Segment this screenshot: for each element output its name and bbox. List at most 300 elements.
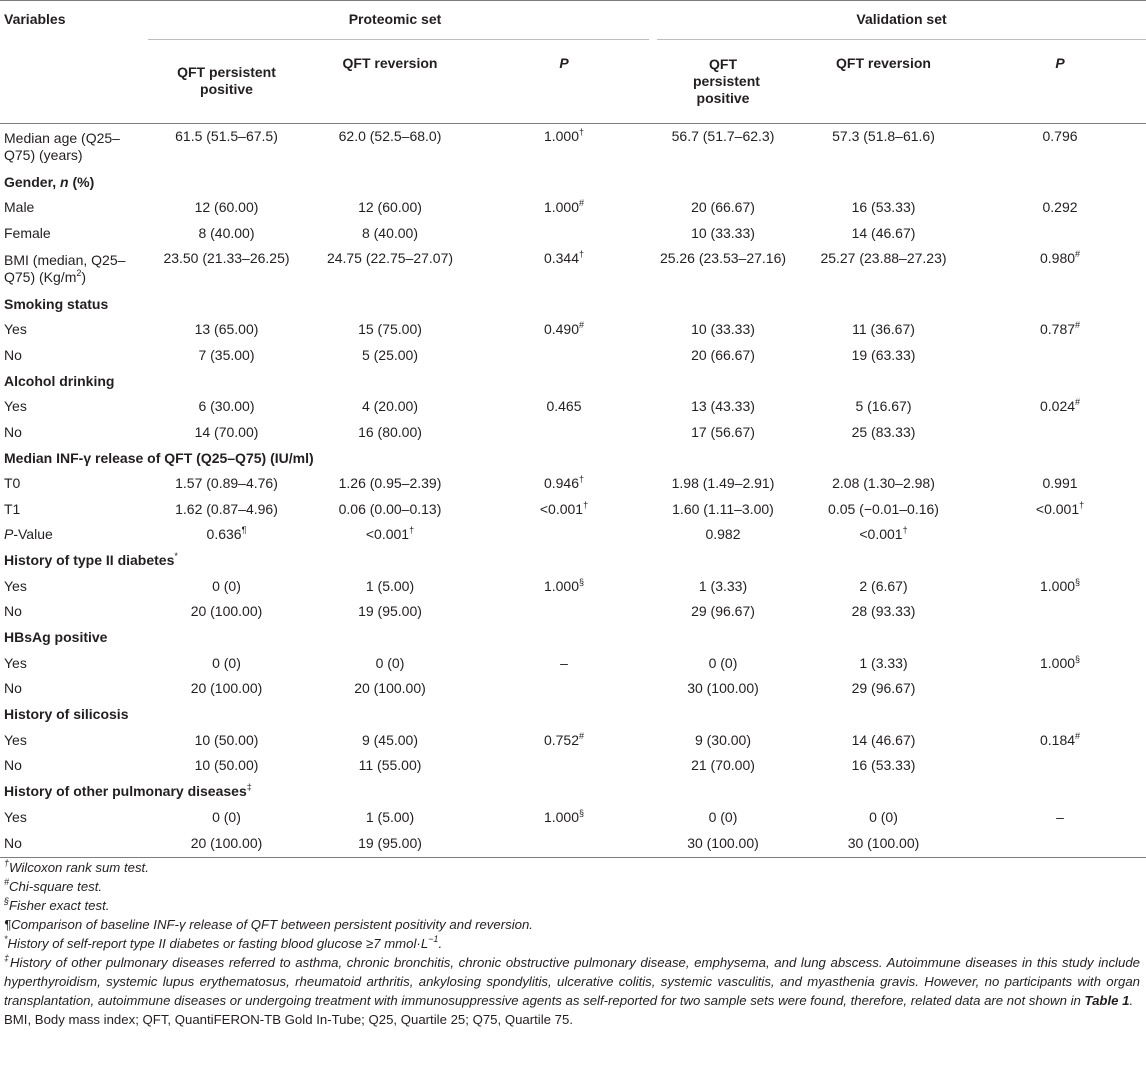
cell-value: 7 (35.00) (198, 346, 255, 363)
cell-validation-p (974, 522, 1146, 548)
cell-value: 20 (100.00) (354, 680, 426, 697)
cell-validation-persistent (653, 830, 793, 858)
cell-proteomic-p (475, 394, 653, 420)
row-label (0, 195, 148, 221)
row-label-text: Yes (4, 654, 27, 671)
cell-validation-reversion (793, 124, 974, 170)
cell-validation-reversion (793, 728, 974, 754)
cell-value: 25.27 (23.88–27.23) (820, 250, 947, 266)
cell-proteomic-reversion (305, 599, 475, 625)
cell-validation-persistent (653, 221, 793, 247)
table-row (0, 651, 1146, 677)
cell-value: 1 (5.00) (365, 808, 415, 825)
cell-value: 0.184 (1039, 731, 1076, 748)
cell-proteomic-reversion (305, 221, 475, 247)
section-heading (0, 702, 1146, 728)
table-row (0, 830, 1146, 858)
cell-validation-persistent (653, 195, 793, 221)
row-label (0, 420, 148, 446)
footnote-hash-text: Chi-square test. (9, 879, 103, 894)
row-label (0, 394, 148, 420)
table-row (0, 522, 1146, 548)
cell-value: 5 (25.00) (361, 346, 419, 363)
footnote-hash (4, 877, 1140, 896)
row-label-text: BMI (median, Q25–Q75) (Kg/m (4, 251, 126, 285)
footnote-abbreviations: BMI, Body mass index; QFT, QuantiFERON-TB Gold In-Tube; Q25, Quartile 25; Q75, Quartile 75. (4, 1012, 573, 1027)
cell-value: 25.26 (23.53–27.16) (659, 250, 787, 266)
row-label-text: Yes (4, 577, 27, 594)
cell-validation-p (974, 471, 1146, 497)
section-heading (0, 368, 1146, 394)
row-label-text: No (4, 423, 22, 440)
cell-validation-persistent (653, 497, 793, 523)
star-superscript: −1 (428, 934, 439, 944)
cell-validation-p (974, 394, 1146, 420)
cell-validation-p (974, 497, 1146, 523)
row-label (0, 651, 148, 677)
cell-value: 0.787 (1039, 321, 1076, 338)
header-row-groups (0, 1, 1146, 40)
cell-value: 28 (93.33) (851, 603, 916, 620)
section-footnote-mark: * (174, 551, 178, 561)
cell-value: 14 (46.67) (851, 731, 916, 748)
cell-validation-reversion (793, 676, 974, 702)
section-footnote-mark: ‡ (246, 782, 252, 792)
footnote-star-end: . (438, 936, 443, 951)
cell-proteomic-reversion (305, 317, 475, 343)
row-label (0, 124, 148, 170)
cell-value: 12 (60.00) (358, 199, 422, 216)
cell-value: 0 (0) (708, 808, 738, 825)
cell-value: 1.000 (543, 128, 580, 144)
cell-value: 0.752 (543, 731, 580, 748)
cell-validation-p (974, 246, 1146, 291)
col-proteomic-reversion: QFT reversion (305, 39, 475, 124)
group-proteomic-cell (148, 1, 653, 40)
cell-value: 1.26 (0.95–2.39) (338, 475, 442, 492)
col-proteomic-p: P (475, 39, 653, 124)
cell-value: 16 (53.33) (851, 199, 916, 216)
cell-footnote-mark: † (579, 127, 585, 137)
col-validation-p: P (974, 39, 1146, 124)
col-proteomic-persistent: QFT persistent positive (148, 39, 305, 124)
row-label-text: T1 (4, 500, 21, 517)
cell-value: 0 (0) (708, 654, 738, 671)
cell-footnote-mark: # (1075, 320, 1081, 331)
cell-validation-reversion (793, 246, 974, 291)
cell-value: <0.001 (539, 500, 584, 517)
cell-value: 2 (6.67) (859, 577, 908, 594)
cell-value: 10 (50.00) (194, 757, 259, 774)
cell-proteomic-persistent (148, 221, 305, 247)
cell-proteomic-p (475, 471, 653, 497)
cell-validation-p (974, 805, 1146, 831)
cell-value: 0.982 (705, 526, 741, 543)
row-label-text: No (4, 603, 22, 620)
cell-value: 9 (30.00) (694, 731, 752, 748)
cell-proteomic-reversion (305, 195, 475, 221)
cell-value: 29 (96.67) (851, 680, 916, 697)
cell-value: 17 (56.67) (691, 423, 755, 440)
table-row (0, 805, 1146, 831)
cell-validation-reversion (793, 497, 974, 523)
cell-proteomic-reversion (305, 830, 475, 858)
cell-proteomic-persistent (148, 124, 305, 170)
table-row (0, 124, 1146, 170)
cell-value: 13 (65.00) (194, 321, 259, 338)
cell-proteomic-p (475, 420, 653, 446)
cell-value: 23.50 (21.33–26.25) (163, 250, 290, 266)
cell-proteomic-p (475, 195, 653, 221)
cell-value: 10 (50.00) (194, 731, 259, 748)
row-label-superscript: 2 (76, 267, 82, 278)
cell-validation-p (974, 195, 1146, 221)
section-heading-text: History of type II diabetes (4, 552, 175, 568)
cell-validation-reversion (793, 195, 974, 221)
cell-footnote-mark: § (579, 576, 585, 587)
cell-value: 20 (100.00) (190, 603, 263, 620)
cell-validation-p (974, 753, 1146, 779)
row-label (0, 246, 148, 291)
cell-value: 16 (80.00) (358, 423, 422, 440)
cell-proteomic-reversion (305, 124, 475, 170)
cell-proteomic-persistent (148, 676, 305, 702)
cell-proteomic-persistent (148, 394, 305, 420)
table-row (0, 497, 1146, 523)
cell-proteomic-persistent (148, 420, 305, 446)
cell-proteomic-persistent (148, 753, 305, 779)
row-label-text: -Value (13, 526, 53, 543)
group-validation-header: Validation set (657, 1, 1146, 40)
cell-value: 0.490 (543, 321, 580, 338)
row-label (0, 497, 148, 523)
cell-footnote-mark: # (579, 730, 585, 741)
cell-proteomic-reversion (305, 728, 475, 754)
row-label-text: No (4, 835, 22, 851)
cell-validation-reversion (793, 420, 974, 446)
footnote-star (4, 934, 1140, 953)
group-proteomic-header: Proteomic set (148, 1, 649, 40)
footnote-double-dagger (4, 953, 1140, 1010)
cell-proteomic-p (475, 599, 653, 625)
cell-value: 30 (100.00) (687, 680, 759, 697)
cell-value: 1.000 (543, 808, 580, 825)
section-heading (0, 779, 1146, 805)
cell-value: 57.3 (51.8–61.6) (832, 128, 935, 144)
cell-value: 0.05 (−0.01–0.16) (828, 500, 939, 517)
cell-footnote-mark: # (1075, 397, 1081, 408)
para-symbol: ¶ (4, 917, 12, 932)
footnote-ddag-end: . (1129, 993, 1134, 1008)
table-row (0, 394, 1146, 420)
cell-proteomic-p (475, 574, 653, 600)
section-symbol: § (4, 896, 10, 906)
row-label (0, 676, 148, 702)
section-heading (0, 169, 1146, 195)
cell-proteomic-persistent (148, 599, 305, 625)
cell-proteomic-p (475, 246, 653, 291)
cell-proteomic-reversion (305, 420, 475, 446)
cell-proteomic-p (475, 728, 653, 754)
row-label (0, 805, 148, 831)
cell-value: <0.001 (365, 526, 410, 543)
cell-validation-reversion (793, 753, 974, 779)
row-label (0, 471, 148, 497)
cell-value: 62.0 (52.5–68.0) (338, 128, 442, 144)
cell-validation-persistent (653, 124, 793, 170)
table-row (0, 221, 1146, 247)
cell-footnote-mark: # (579, 198, 585, 209)
cell-value: 1 (5.00) (365, 577, 415, 594)
cell-validation-p (974, 830, 1146, 858)
cell-value: <0.001 (859, 526, 903, 543)
section-heading-text: Median INF-γ release of QFT (Q25–Q75) (IU/ml) (4, 449, 314, 466)
cell-value: 0.946 (543, 475, 580, 492)
cell-value: 0.991 (1042, 475, 1078, 492)
cell-value: 0.796 (1042, 128, 1078, 144)
table-row (0, 676, 1146, 702)
table-row (0, 343, 1146, 369)
cell-proteomic-p (475, 343, 653, 369)
cell-value: 1.000 (543, 199, 580, 216)
cell-value: 30 (100.00) (847, 835, 920, 851)
hash-symbol: # (4, 877, 10, 887)
row-label (0, 728, 148, 754)
section-heading (0, 625, 1146, 651)
table-row (0, 728, 1146, 754)
table-row (0, 599, 1146, 625)
cell-proteomic-p (475, 317, 653, 343)
row-label (0, 574, 148, 600)
cell-validation-p (974, 420, 1146, 446)
cell-proteomic-reversion (305, 676, 475, 702)
cell-proteomic-p (475, 651, 653, 677)
cell-footnote-mark: # (1075, 730, 1081, 741)
section-heading (0, 445, 1146, 471)
cell-proteomic-p (475, 124, 653, 170)
cell-value: 20 (100.00) (190, 680, 263, 697)
row-label-text: Yes (4, 321, 27, 338)
cell-value: 1.000 (543, 577, 580, 594)
cell-value: 19 (95.00) (358, 603, 422, 620)
row-label-text: Yes (4, 731, 27, 748)
cell-value: 61.5 (51.5–67.5) (175, 128, 278, 144)
table-reference: Table 1 (1084, 993, 1130, 1008)
cell-value: 14 (70.00) (194, 423, 259, 440)
row-label (0, 343, 148, 369)
cell-validation-reversion (793, 830, 974, 858)
cell-validation-reversion (793, 599, 974, 625)
col-validation-reversion: QFT reversion (793, 39, 974, 124)
cell-proteomic-p (475, 805, 653, 831)
cell-footnote-mark: † (409, 525, 415, 536)
section-row (0, 548, 1146, 574)
cell-validation-persistent (653, 317, 793, 343)
footnote-section-text: Fisher exact test. (9, 898, 110, 913)
cell-footnote-mark: § (1075, 576, 1081, 587)
cell-value: 12 (60.00) (194, 199, 259, 216)
cell-value: 16 (53.33) (851, 757, 916, 774)
cell-value: 20 (66.67) (691, 346, 755, 363)
cell-value: 20 (100.00) (190, 835, 263, 851)
cell-value: 1 (3.33) (698, 577, 748, 594)
cell-value: 4 (20.00) (361, 398, 419, 415)
cell-value: 0.344 (543, 250, 580, 266)
cell-value: 9 (45.00) (361, 731, 419, 748)
col-validation-persistent: QFT persistent positive (653, 39, 793, 124)
row-label-text: No (4, 346, 22, 363)
cell-proteomic-reversion (305, 497, 475, 523)
cell-value: 0.292 (1042, 199, 1078, 216)
cell-value: 15 (75.00) (358, 321, 422, 338)
cell-proteomic-persistent (148, 651, 305, 677)
cell-value: 0.636 (206, 526, 242, 543)
section-heading-text: Alcohol drinking (4, 372, 115, 389)
row-label-text: Yes (4, 808, 27, 825)
cell-validation-p (974, 676, 1146, 702)
blank-header-cell (0, 39, 148, 124)
double-dagger-symbol: ‡ (4, 953, 10, 963)
cell-value: <0.001 (1035, 500, 1080, 517)
row-label (0, 221, 148, 247)
table-row (0, 574, 1146, 600)
cell-footnote-mark: ¶ (241, 525, 247, 536)
cell-validation-reversion (793, 221, 974, 247)
cell-proteomic-p (475, 221, 653, 247)
footnote-para (4, 915, 1140, 934)
cell-value: 1.60 (1.11–3.00) (672, 500, 774, 517)
section-row (0, 169, 1146, 195)
cell-proteomic-persistent (148, 522, 305, 548)
section-row (0, 702, 1146, 728)
cell-value: 14 (46.67) (851, 224, 916, 241)
cell-value: – (560, 654, 568, 671)
cell-value: 0 (0) (212, 654, 241, 671)
cell-value: 1.57 (0.89–4.76) (175, 475, 278, 492)
cell-value: 0.465 (546, 398, 582, 415)
cell-validation-p (974, 599, 1146, 625)
cell-value: 25 (83.33) (851, 423, 916, 440)
section-heading-text: HBsAg positive (4, 629, 108, 645)
section-row (0, 291, 1146, 317)
row-label (0, 830, 148, 858)
cell-validation-persistent (653, 805, 793, 831)
cell-value: 11 (36.67) (852, 321, 915, 338)
row-label (0, 522, 148, 548)
row-label-text: No (4, 757, 22, 774)
table-row (0, 753, 1146, 779)
cell-footnote-mark: § (1075, 653, 1081, 664)
cell-value: 2.08 (1.30–2.98) (832, 475, 935, 492)
cell-proteomic-persistent (148, 830, 305, 858)
cell-value: 1.000 (1039, 654, 1076, 671)
cell-footnote-mark: † (579, 249, 585, 259)
cell-proteomic-persistent (148, 343, 305, 369)
cell-validation-persistent (653, 471, 793, 497)
table-row (0, 471, 1146, 497)
section-heading-italic: n (60, 173, 69, 190)
cell-value: 0.06 (0.00–0.13) (338, 500, 442, 517)
cell-validation-persistent (653, 599, 793, 625)
cell-validation-reversion (793, 651, 974, 677)
cell-validation-reversion (793, 343, 974, 369)
cell-proteomic-persistent (148, 195, 305, 221)
table-footnotes (4, 858, 1140, 1029)
row-label (0, 599, 148, 625)
cell-value: 1.000 (1039, 577, 1076, 594)
cell-validation-p (974, 221, 1146, 247)
cell-validation-persistent (653, 343, 793, 369)
cell-value: 0 (0) (212, 577, 241, 594)
cell-value: 19 (63.33) (851, 346, 916, 363)
cell-footnote-mark: † (583, 499, 589, 510)
cell-value: 10 (33.33) (691, 321, 755, 338)
section-row (0, 445, 1146, 471)
cell-value: 0.980 (1039, 250, 1076, 266)
table-row (0, 317, 1146, 343)
cell-proteomic-p (475, 522, 653, 548)
cell-value: 21 (70.00) (691, 757, 755, 774)
cell-validation-persistent (653, 522, 793, 548)
cell-validation-reversion (793, 471, 974, 497)
footnote-section (4, 896, 1140, 915)
cell-value: 24.75 (22.75–27.07) (326, 250, 454, 266)
cell-value: 19 (95.00) (358, 835, 422, 851)
cell-validation-reversion (793, 394, 974, 420)
cell-proteomic-reversion (305, 522, 475, 548)
cell-footnote-mark: # (1075, 249, 1081, 259)
cell-proteomic-reversion (305, 343, 475, 369)
row-label-text: T0 (4, 475, 21, 492)
cell-validation-persistent (653, 394, 793, 420)
cell-proteomic-persistent (148, 246, 305, 291)
cell-validation-reversion (793, 574, 974, 600)
cell-value: 1.98 (1.49–2.91) (671, 475, 775, 492)
footnote-star-text: History of self-report type II diabetes or fasting blood glucose ≥7 mmol·L (7, 936, 429, 951)
cell-value: 20 (66.67) (691, 199, 755, 216)
variables-header: Variables (0, 1, 148, 40)
header-row-columns (0, 39, 1146, 124)
section-heading-text: History of silicosis (4, 706, 129, 722)
section-row (0, 625, 1146, 651)
cell-proteomic-reversion (305, 651, 475, 677)
cell-proteomic-persistent (148, 728, 305, 754)
section-row (0, 368, 1146, 394)
cell-validation-persistent (653, 728, 793, 754)
cell-proteomic-reversion (305, 574, 475, 600)
cell-proteomic-reversion (305, 246, 475, 291)
section-row (0, 779, 1146, 805)
table-row (0, 246, 1146, 291)
cell-footnote-mark: † (1079, 499, 1085, 510)
row-label (0, 753, 148, 779)
cell-validation-p (974, 124, 1146, 170)
cell-validation-persistent (653, 420, 793, 446)
section-heading-text: History of other pulmonary diseases (4, 783, 247, 799)
cell-value: 0.024 (1039, 398, 1076, 415)
cell-proteomic-reversion (305, 753, 475, 779)
cell-footnote-mark: † (579, 474, 585, 485)
cell-validation-persistent (653, 651, 793, 677)
cell-footnote-mark: § (579, 807, 585, 818)
cell-validation-p (974, 651, 1146, 677)
section-heading-text: Smoking status (4, 295, 109, 312)
section-heading-tail: (%) (68, 173, 95, 190)
footnote-ddag-text: History of other pulmonary diseases referred to asthma, chronic bronchitis, chronic obstructive pulmonary disease, emphysema, and lung abscess. Autoimmune diseases in this study include hyperthyroidism, systemic lupus erythematosus, rheumatoid arthritis, ankylosing spondylitis, ulcerative colitis, systemic vasculitis, and myasthenia gravis. However, no participants with organ transplantation, autoimmune diseases or undergoing treatment with immunosuppressive agents as self-reported for two sample sets were found, therefore, related data are not shown in (4, 955, 1140, 1008)
footnote-para-text: Comparison of baseline INF-γ release of QFT between persistent positivity and reversion. (11, 917, 533, 932)
cell-validation-p (974, 317, 1146, 343)
cell-proteomic-persistent (148, 574, 305, 600)
